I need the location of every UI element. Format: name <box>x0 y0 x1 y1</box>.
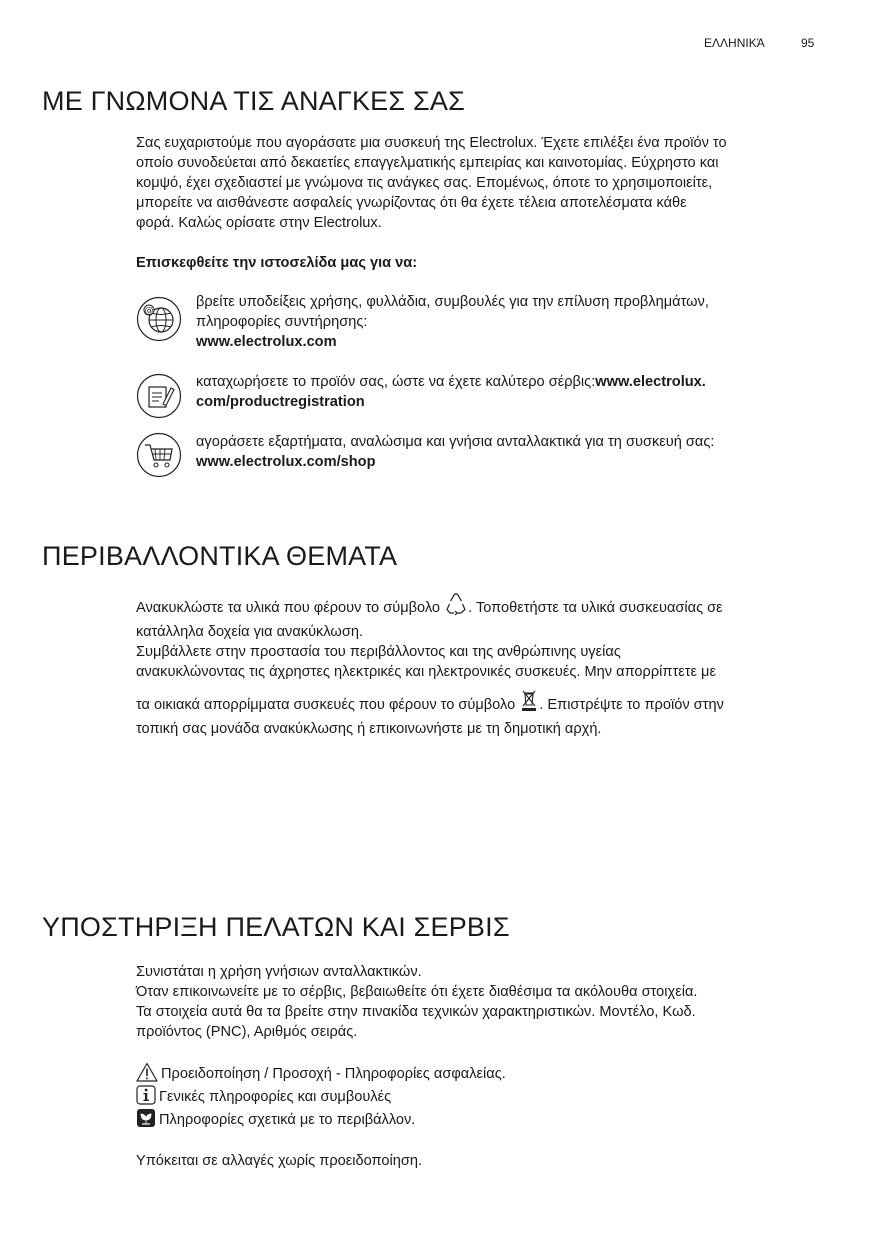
link-text: αγοράσετε εξαρτήματα, αναλώσιμα και γνήσια ανταλλακτικά για τη συσκευή σας: <box>196 434 715 450</box>
env-text: . Επιστρέψτε το προϊόν στην <box>539 697 724 713</box>
globe-at-icon <box>136 296 182 342</box>
support-text: προϊόντος (PNC), Αριθμός σειράς. <box>136 1024 358 1040</box>
env-text: ανακυκλώνοντας τις άχρηστες ηλεκτρικές και ηλεκτρονικές συσκευές. Μην απορρίπτετε με <box>136 664 716 680</box>
registration-form-icon <box>136 373 182 419</box>
env-text: κατάλληλα δοχεία για ανακύκλωση. <box>136 624 364 640</box>
env-text: τοπική σας μονάδα ανακύκλωσης ή επικοινωνήστε με τη δημοτική αρχή. <box>136 721 602 737</box>
intro-line: μπορείτε να αισθάνεστε ασφαλείς γνωρίζοντας ότι θα έχετε τέλεια αποτελέσματα κάθε <box>136 195 687 211</box>
language-label: ΕΛΛΗΝΙΚΆ <box>704 36 765 50</box>
legend-text: Πληροφορίες σχετικά με το περιβάλλον. <box>159 1112 416 1128</box>
page-header <box>0 36 875 50</box>
support-text: Συνιστάται η χρήση γνήσιων ανταλλακτικών. <box>136 964 422 980</box>
section-title-environment: ΠΕΡΙΒΑΛΛΟΝΤΙΚΑ ΘΕΜΑΤΑ <box>42 541 398 571</box>
section-title-needs: ΜΕ ΓΝΩΜΟΝΑ ΤΙΣ ΑΝΑΓΚΕΣ ΣΑΣ <box>42 86 465 116</box>
env-text: Ανακυκλώστε τα υλικά που φέρουν το σύμβολο <box>136 600 441 616</box>
svg-text:@: @ <box>144 306 154 316</box>
support-text: Τα στοιχεία αυτά θα τα βρείτε στην πινακίδα τεχνικών χαρακτηριστικών. Μοντέλο, Κωδ. <box>136 1004 696 1020</box>
link-text: καταχωρήσετε το προϊόν σας, ώστε να έχετε καλύτερο σέρβις: <box>196 374 596 390</box>
legend-text: Προειδοποίηση / Προσοχή - Πληροφορίες ασφαλείας. <box>161 1066 506 1082</box>
link-text: βρείτε υποδείξεις χρήσης, φυλλάδια, συμβουλές για την επίλυση προβλημάτων, <box>196 294 709 310</box>
support-text: Όταν επικοινωνείτε με το σέρβις, βεβαιωθείτε ότι έχετε διαθέσιμα τα ακόλουθα στοιχεία. <box>136 984 698 1000</box>
intro-line: Σας ευχαριστούμε που αγοράσατε μια συσκευή της Electrolux. Έχετε επιλέξει ένα προϊόν το <box>136 135 727 151</box>
legend-environment <box>136 1108 415 1134</box>
support-paragraph <box>136 962 826 1042</box>
intro-line: κομψό, έχει σχεδιαστεί με γνώμονα τις ανάγκες σας. Επομένως, όποτε το χρησιμοποιείτε, <box>136 175 713 191</box>
intro-paragraph <box>136 133 826 233</box>
link-text: πληροφορίες συντήρησης: <box>196 314 368 330</box>
env-text: . Τοποθετήστε τα υλικά συσκευασίας σε <box>468 600 723 616</box>
link-row-registration <box>196 372 836 412</box>
intro-line: φορά. Καλώς ορίσατε στην Electrolux. <box>136 215 382 231</box>
crossed-bin-icon <box>519 689 539 719</box>
leaf-environment-icon <box>136 1108 156 1134</box>
support-url-link[interactable]: www.electrolux.com <box>196 334 337 350</box>
link-row-support <box>196 292 836 352</box>
env-text: τα οικιακά απορρίμματα συσκευές που φέρουν το σύμβολο <box>136 697 516 713</box>
intro-line: οποίο συνοδεύεται από δεκαετίες επαγγελματικής εμπειρίας και καινοτομίας. Εύχρηστο και <box>136 155 719 171</box>
environment-paragraph <box>136 592 826 739</box>
legend-text: Γενικές πληροφορίες και συμβουλές <box>159 1089 392 1105</box>
page-number: 95 <box>801 36 815 50</box>
visit-heading: Επισκεφθείτε την ιστοσελίδα μας για να: <box>136 255 418 271</box>
footer-note: Υπόκειται σε αλλαγές χωρίς προειδοποίηση. <box>136 1153 423 1169</box>
shop-url-link[interactable]: www.electrolux.com/shop <box>196 454 376 470</box>
link-row-shop <box>196 432 836 472</box>
recycle-icon <box>444 592 468 622</box>
registration-url-link-part1[interactable]: www.electrolux. <box>595 374 706 390</box>
env-text: Συμβάλλετε στην προστασία του περιβάλλοντος και της ανθρώπινης υγείας <box>136 644 621 660</box>
registration-url-link-part2[interactable]: com/productregistration <box>196 394 365 410</box>
section-title-support: ΥΠΟΣΤΗΡΙΞΗ ΠΕΛΑΤΩΝ ΚΑΙ ΣΕΡΒΙΣ <box>42 912 510 942</box>
shopping-cart-icon <box>136 432 182 478</box>
